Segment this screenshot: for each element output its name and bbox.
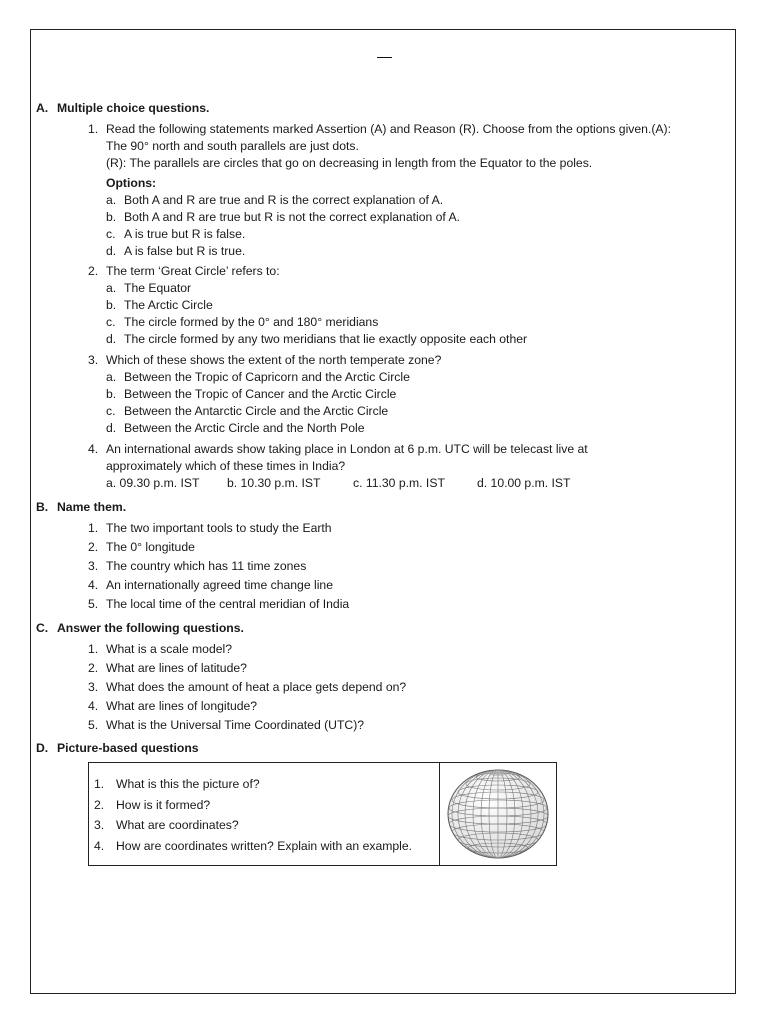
option-item: a. Between the Tropic of Capricorn and the Arctic Circle — [106, 370, 410, 384]
question-line: The 90° north and south parallels are just dots. — [106, 139, 359, 153]
option-item: c. Between the Antarctic Circle and the Arctic Circle — [106, 404, 389, 418]
question-a1 — [88, 121, 676, 172]
question-line: approximately which of these times in India? — [106, 459, 346, 473]
list-item: 5. What is the Universal Time Coordinated (UTC)? — [88, 718, 365, 732]
question-a4 — [88, 441, 676, 475]
list-item: 3. What does the amount of heat a place gets depend on? — [88, 680, 407, 694]
list-item: 3. The country which has 11 time zones — [88, 559, 307, 573]
question-line: An international awards show taking place in London at 6 p.m. UTC will be telecast live at — [106, 442, 588, 456]
list-item: 1. What is a scale model? — [88, 642, 232, 656]
section-letter: B. — [36, 500, 49, 514]
section-d-heading — [36, 740, 676, 757]
list-item: 4. What are lines of longitude? — [88, 699, 258, 713]
header-dash — [377, 57, 392, 58]
section-letter: A. — [36, 101, 49, 115]
option-item: a. Both A and R are true and R is the correct explanation of A. — [106, 193, 444, 207]
option-item: a. 09.30 p.m. IST — [106, 476, 200, 490]
question-text: The term ‘Great Circle’ refers to: — [106, 264, 280, 278]
section-title: Picture-based questions — [57, 741, 199, 755]
question-text — [106, 121, 676, 172]
option-item: d. A is false but R is true. — [106, 244, 246, 258]
option-item: a. The Equator — [106, 281, 192, 295]
section-d — [36, 740, 676, 757]
option-item: b. Both A and R are true but R is not the correct explanation of A. — [106, 210, 461, 224]
picture-cell — [440, 763, 556, 865]
question-a2 — [88, 263, 676, 280]
list-item: 5. The local time of the central meridian of India — [88, 597, 350, 611]
list-item: 1. What is this the picture of? — [94, 777, 260, 791]
globe-grid-icon — [445, 767, 551, 861]
section-a-heading — [36, 100, 676, 117]
question-number: 3. — [88, 353, 99, 367]
picture-questions-cell — [89, 763, 440, 865]
option-item: c. The circle formed by the 0° and 180° meridians — [106, 315, 379, 329]
option-item: b. 10.30 p.m. IST — [227, 476, 321, 490]
section-b — [36, 499, 676, 614]
option-item: d. 10.00 p.m. IST — [477, 476, 571, 490]
question-number: 1. — [88, 122, 99, 136]
list-item: 1. The two important tools to study the Earth — [88, 521, 332, 535]
list-item: 2. The 0° longitude — [88, 540, 195, 554]
option-item: c. A is true but R is false. — [106, 227, 246, 241]
section-a — [36, 100, 676, 492]
options-list — [106, 280, 676, 348]
section-b-heading — [36, 499, 676, 516]
section-c — [36, 620, 676, 735]
section-title: Name them. — [57, 500, 127, 514]
question-number: 2. — [88, 264, 99, 278]
option-item: c. 11.30 p.m. IST — [353, 476, 445, 490]
question-text: Which of these shows the extent of the north temperate zone? — [106, 353, 442, 367]
options-title: Options: — [106, 176, 157, 190]
name-them-list — [88, 519, 676, 614]
section-letter: C. — [36, 621, 49, 635]
list-item: 4. An internationally agreed time change line — [88, 578, 333, 592]
option-item: d. Between the Arctic Circle and the North Pole — [106, 421, 365, 435]
options-list — [106, 192, 676, 260]
section-title: Multiple choice questions. — [57, 101, 210, 115]
question-line: Read the following statements marked Assertion (A) and Reason (R). Choose from the options given.(A): — [106, 122, 671, 136]
section-letter: D. — [36, 741, 49, 755]
option-item: b. The Arctic Circle — [106, 298, 213, 312]
list-item: 2. How is it formed? — [94, 797, 211, 812]
list-item: 4. How are coordinates written? Explain with an example. — [94, 838, 413, 853]
list-item: 3. What are coordinates? — [94, 818, 239, 832]
answer-questions-list — [88, 640, 676, 735]
option-item: b. Between the Tropic of Cancer and the Arctic Circle — [106, 387, 397, 401]
picture-question-table — [88, 762, 557, 866]
section-c-heading — [36, 620, 676, 637]
question-line: (R): The parallels are circles that go on decreasing in length from the Equator to the poles. — [106, 156, 593, 170]
question-number: 4. — [88, 442, 99, 456]
options-inline — [106, 475, 676, 492]
section-title: Answer the following questions. — [57, 621, 244, 635]
options-list — [106, 369, 676, 437]
option-item: d. The circle formed by any two meridians that lie exactly opposite each other — [106, 332, 528, 346]
question-a3 — [88, 352, 676, 369]
list-item: 2. What are lines of latitude? — [88, 661, 247, 675]
question-text — [106, 441, 676, 475]
